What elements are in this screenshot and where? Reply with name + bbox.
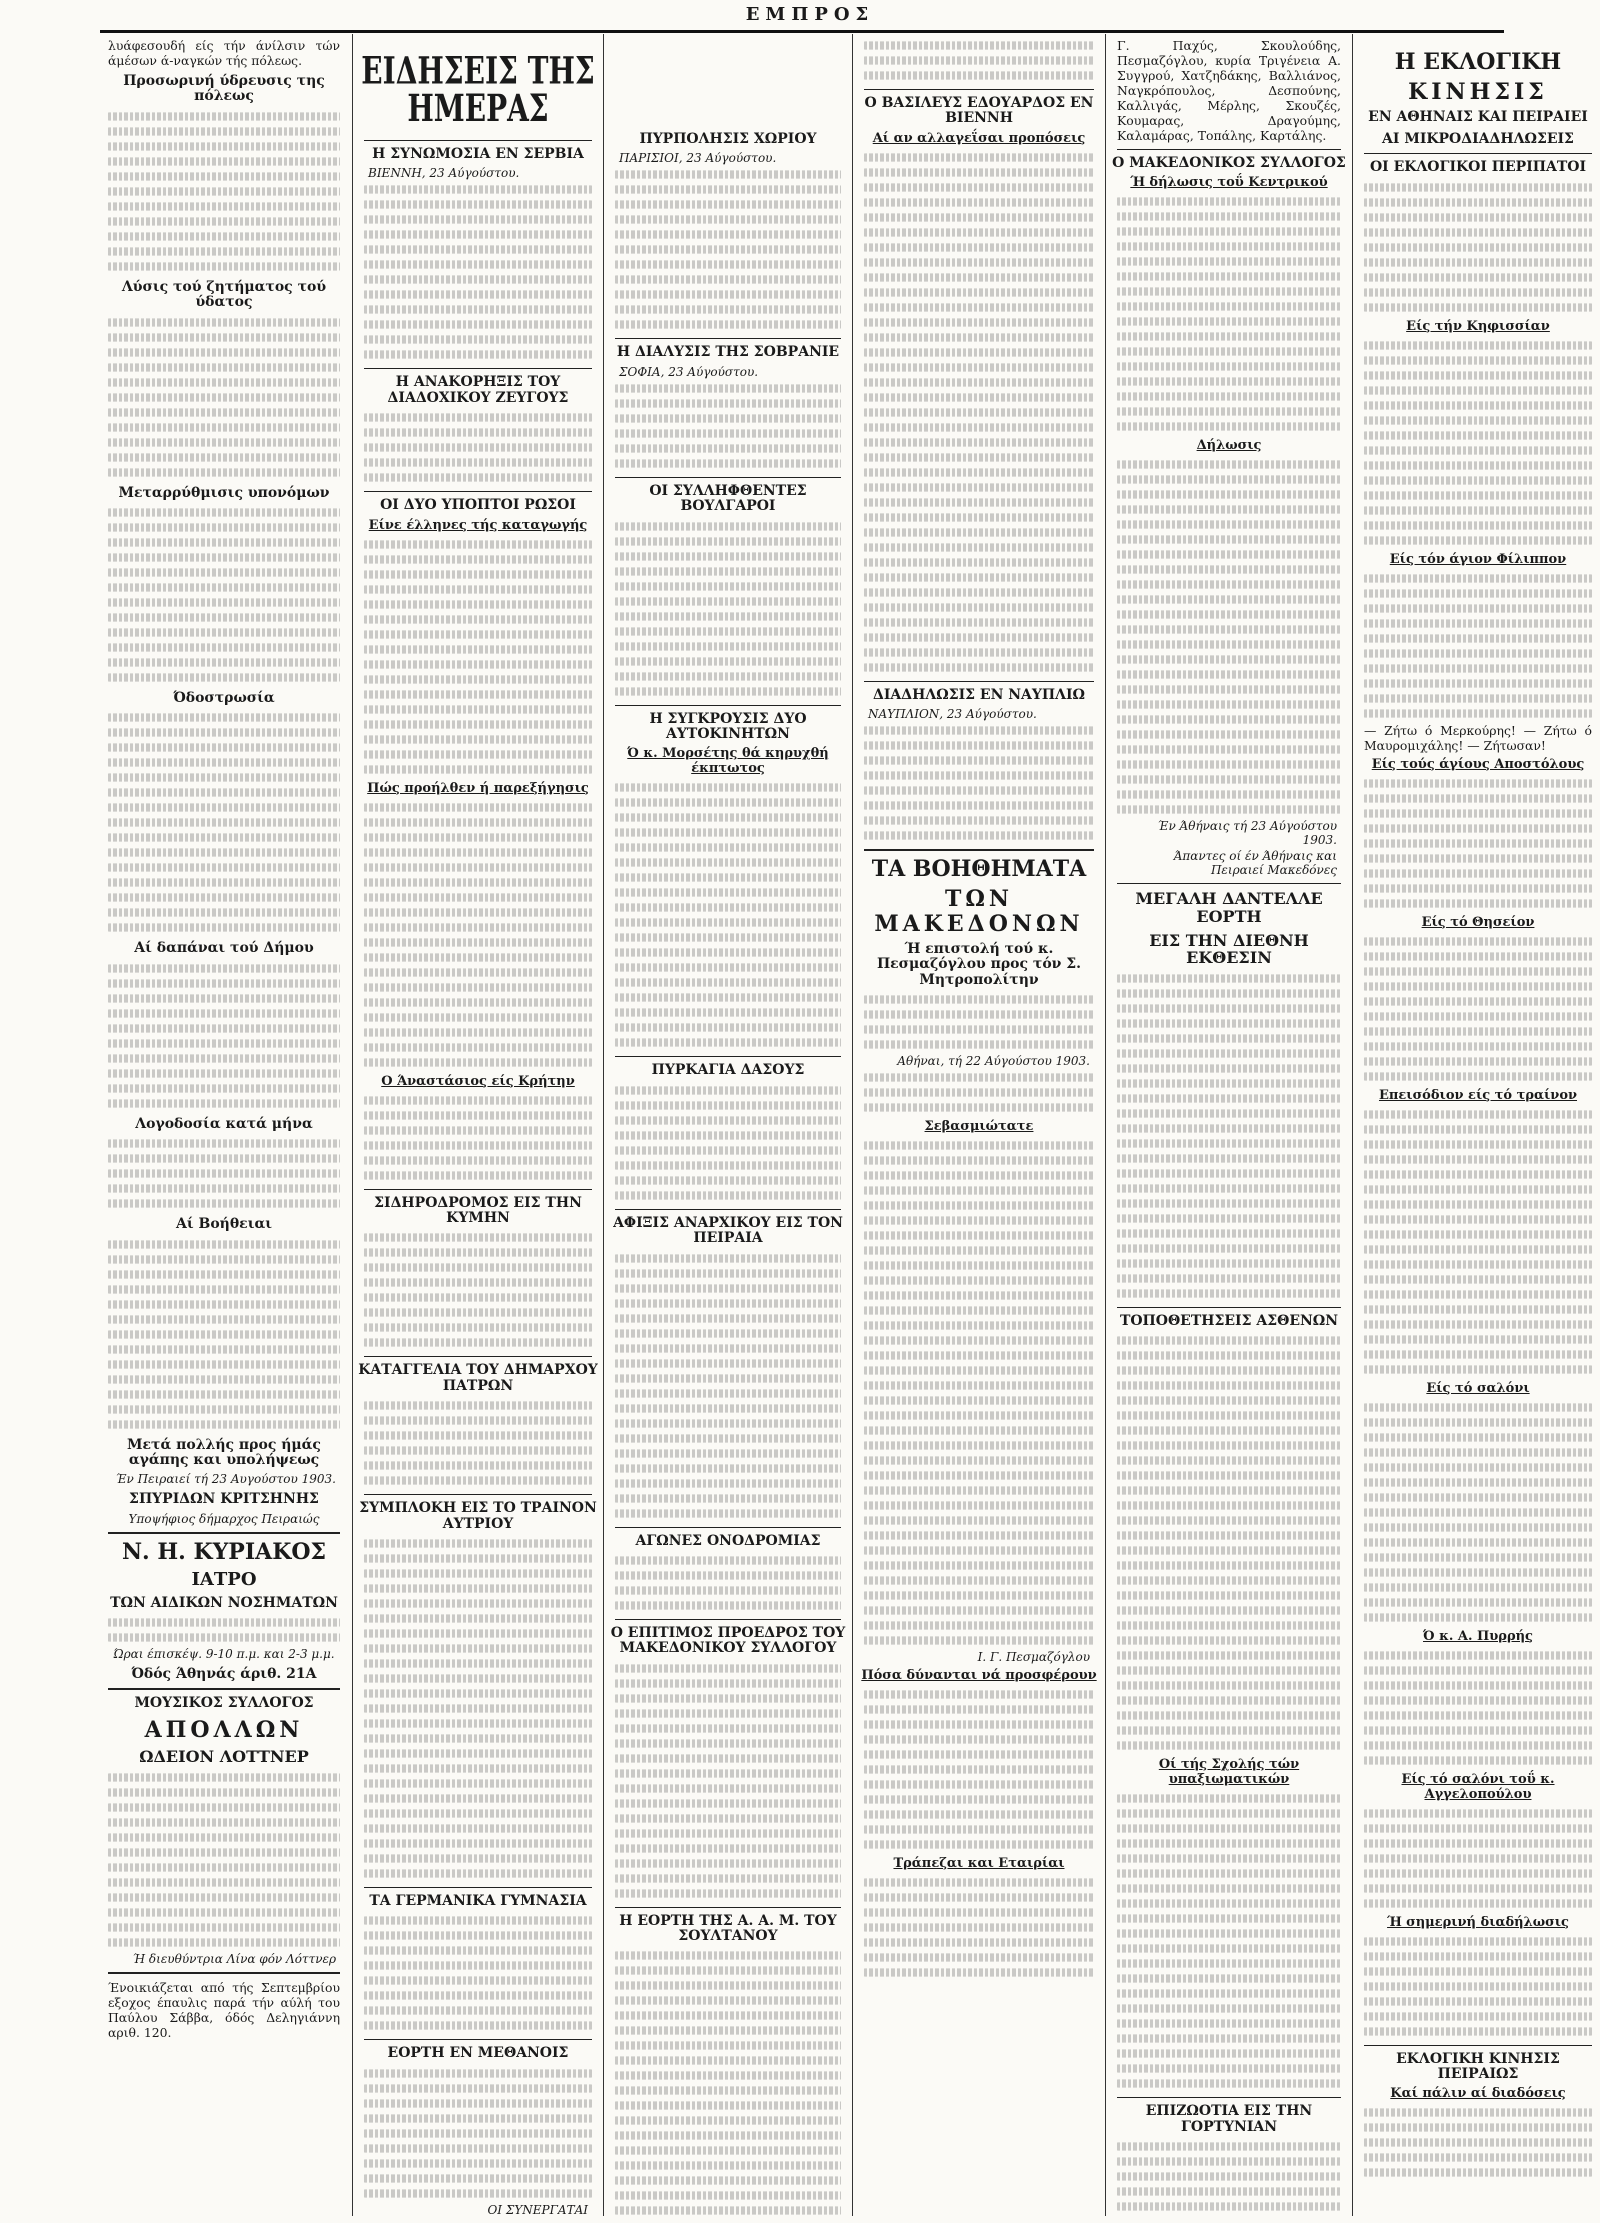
ad-name: ΑΠΟΛΛΩΝ	[144, 1716, 304, 1743]
section-heading: Λογοδοσία κατά μήνα	[135, 1115, 313, 1132]
section-title: Η ΕΚΛΟΓΙΚΗ	[1394, 49, 1562, 75]
divider	[615, 1056, 841, 1057]
dateline: Αθήναι, τή 22 Αύγούστου 1903.	[897, 1053, 1090, 1068]
column-2	[356, 36, 600, 2216]
text-block	[1364, 571, 1592, 721]
section-heading: Μετά πολλής προς ήμάς αγάπης και υπολήψεως	[127, 1436, 321, 1468]
signature-role: Υποψήφιος δήμαρχος Πειραιώς	[128, 1511, 320, 1526]
article-title: ΤΑ ΓΕΡΜΑΝΙΚΑ ΓΥΜΝΑΣΙΑ	[369, 1892, 587, 1909]
divider	[615, 705, 841, 706]
article-title: Η ΣΥΝΩΜΟΣΙΑ ΕΝ ΣΕΡΒΙΑ	[372, 146, 584, 162]
section-heading: Αί δαπάναι τού Δήμου	[134, 940, 314, 957]
text-block	[615, 1948, 841, 2216]
ad-name: Ν. Η. ΚΥΡΙΑΚΟΣ	[121, 1538, 327, 1565]
article-title: ΟΙ ΔΥΟ ΥΠΟΠΤΟΙ ΡΩΣΟΙ	[380, 497, 576, 514]
divider	[615, 1619, 841, 1620]
signature: Ι. Γ. Πεσμαζόγλου	[977, 1649, 1090, 1664]
banner-headline: ΕΙΔΗΣΕΙΣ ΤΗΣ ΗΜΕΡΑΣ	[361, 48, 595, 131]
text-block	[364, 1230, 592, 1350]
text-block	[1117, 1791, 1341, 2091]
text-block	[615, 381, 841, 471]
divider	[364, 2039, 592, 2040]
article-text: — Ζήτω ό Μερκούρης! — Ζήτω ό Μαυρομιχάλης! — Ζήτωσαν!	[1364, 722, 1592, 753]
divider	[108, 1688, 340, 1690]
text-block	[615, 1553, 841, 1613]
article-title: ΣΙΔΗΡΟΔΡΟΜΟΣ ΕΙΣ ΤΗΝ ΚΥΜΗΝ	[374, 1194, 582, 1226]
ad-title: ΙΑΤΡΟ	[191, 1568, 257, 1590]
text-block	[108, 710, 340, 935]
divider	[1117, 149, 1341, 150]
text-block	[615, 167, 841, 332]
article-title: ΕΠΙΖΩΟΤΙΑ ΕΙΣ ΤΗΝ ΓΟΡΤΥΝΙΑΝ	[1145, 2103, 1313, 2135]
divider	[108, 1532, 340, 1534]
dateline: ΒΙΕΝΝΗ, 23 Αύγούστου.	[368, 166, 520, 181]
ad-subtitle: ΤΩΝ ΑΙΔΙΚΩΝ ΝΟΣΗΜΑΤΩΝ	[110, 1594, 338, 1611]
text-block	[864, 150, 1094, 675]
section-title: ΕΚΛΟΓΙΚΗ ΚΙΝΗΣΙΣ ΠΕΙΡΑΙΩΣ	[1396, 2050, 1560, 2082]
masthead: ΕΜΠΡΟΣ	[745, 4, 875, 25]
article-title: Ο ΕΠΙΤΙΜΟΣ ΠΡΟΕΔΡΟΣ ΤΟΥ ΜΑΚΕΔΟΝΙΚΟΥ ΣΥΛΛΟΓΟΥ	[610, 1624, 846, 1657]
article-subtitle: Τράπεζαι και Εταιρίαι	[893, 1855, 1065, 1871]
text-block	[108, 961, 340, 1111]
article-title: Η ΔΙΑΛΥΣΙΣ ΤΗΣ ΣΟΒΡΑΝΙΕ	[616, 344, 840, 361]
text-block	[1117, 457, 1341, 817]
article-subtitle: Είς τό σαλόνι τοΰ κ. Αγγελοπούλου	[1401, 1771, 1555, 1802]
text-block	[364, 182, 592, 362]
text-block	[1364, 1934, 1592, 2039]
article-subtitle: Ή σημερινή διαδήλωσις	[1387, 1914, 1569, 1930]
text-block	[364, 1913, 592, 2033]
ad-hours: Ώραι έπισκέψ. 9-10 π.μ. και 2-3 μ.μ.	[113, 1647, 335, 1662]
divider	[615, 1527, 841, 1528]
section-heading: Προσωρινή ύδρευσις της πόλεως	[123, 73, 325, 105]
divider	[364, 1189, 592, 1190]
section-subtitle: ΕΝ ΑΘΗΝΑΙΣ ΚΑΙ ΠΕΙΡΑΙΕΙ	[1368, 109, 1588, 126]
article-title: Ο ΜΑΚΕΔΟΝΙΚΟΣ ΣΥΛΛΟΓΟΣ	[1112, 155, 1346, 171]
article-title: ΔΙΑΔΗΛΩΣΙΣ ΕΝ ΝΑΥΠΛΙΩ	[873, 686, 1085, 703]
dateline: Έν Πειραιεί τή 23 Αυγούστου 1903.	[115, 1472, 336, 1487]
text-block	[364, 1536, 592, 1881]
text-block	[1364, 1648, 1592, 1768]
divider	[108, 1972, 340, 1974]
article-subtitle: Πώς προήλθεν ή παρεξήγησις	[367, 780, 589, 796]
text-block	[615, 1251, 841, 1521]
divider	[1364, 2045, 1592, 2046]
ad-subtitle: ΩΔΕΙΟΝ ΛΟΤΤΝΕΡ	[139, 1747, 309, 1767]
text-block	[864, 723, 1094, 843]
top-rule	[100, 30, 1504, 33]
divider	[864, 681, 1094, 682]
section-title: ΚΙΝΗΣΙΣ	[1408, 79, 1548, 106]
text-block	[1364, 934, 1592, 1084]
ad-address: Όδός Άθηνάς άριθ. 21Α	[131, 1666, 317, 1683]
text-block	[1117, 1333, 1341, 1753]
divider	[364, 1494, 592, 1495]
article-subtitle: Οί τής Σχολής τών υπαξιωματικών	[1158, 1757, 1300, 1788]
column-divider	[352, 34, 353, 2216]
text-block	[864, 38, 1094, 83]
column-divider	[1352, 34, 1353, 2216]
article-subtitle: Επεισόδιον είς τό τραίνον	[1378, 1087, 1578, 1103]
section-heading: Μεταρρύθμισις υπονόμων	[118, 484, 330, 501]
divider	[1117, 2097, 1341, 2098]
article-subtitle: Ή επιστολή τού κ. Πεσμαζόγλου προς τόν Σ. Μητροπολίτην	[876, 940, 1082, 988]
section-title: ΤΩΝ ΜΑΚΕΔΟΝΩΝ	[874, 886, 1084, 937]
text-block	[864, 1070, 1094, 1115]
divider	[364, 491, 592, 492]
article-title: ΕΙΣ ΤΗΝ ΔΙΕΘΝΗ ΕΚΘΕΣΙΝ	[1149, 930, 1309, 968]
signature: ΣΠΥΡΙΔΩΝ ΚΡΙΤΣΗΝΗΣ	[129, 1491, 319, 1508]
dateline: ΠΑΡΙΣΙΟΙ, 23 Αύγούστου.	[619, 151, 777, 166]
divider	[364, 1356, 592, 1357]
article-subtitle: Είς τούς άγίους Αποστόλους	[1371, 756, 1585, 772]
text-block	[1364, 776, 1592, 911]
divider	[364, 1887, 592, 1888]
column-divider	[603, 34, 604, 2216]
divider	[864, 89, 1094, 90]
article-subtitle: Δήλωσις	[1196, 438, 1262, 454]
dateline: ΝΑΥΠΛΙΟΝ, 23 Αύγούστου.	[868, 707, 1037, 722]
text-block	[364, 410, 592, 485]
article-subtitle: Είς τόν άγιον Φίλιππον	[1389, 551, 1567, 567]
dateline: Έν Άθήναις τή 23 Αύγούστου 1903.	[1157, 819, 1337, 848]
text-block	[1364, 338, 1592, 548]
column-divider	[852, 34, 853, 2216]
divider	[615, 1907, 841, 1908]
article-text: λυάφεσουδή είς τήν άνίλσιν τών άμέσων ά-ναγκών τής πόλεως.	[108, 38, 340, 68]
article-subtitle: Ό κ. Μορσέτης θά κηρυχθή έκπτωτος	[627, 746, 829, 777]
column-6	[1356, 36, 1600, 2216]
article-title: ΜΕΓΑΛΗ ΔΑΝΤΕΛΛΕ ΕΟΡΤΗ	[1135, 889, 1323, 926]
text-block	[364, 2066, 592, 2201]
article-subtitle: Αί αν αλλαγεΐσαι προπόσεις	[872, 130, 1086, 146]
text-block	[108, 315, 340, 480]
text-block	[1364, 1107, 1592, 1377]
divider	[864, 849, 1094, 851]
text-block	[1364, 1806, 1592, 1911]
article-subtitle: Είς τό σαλόνι	[1426, 1380, 1530, 1396]
text-block	[864, 1687, 1094, 1852]
article-subtitle: Είνε έλληνες τής καταγωγής	[368, 517, 588, 533]
divider	[615, 338, 841, 339]
text-block	[1364, 2105, 1592, 2180]
column-4	[856, 36, 1102, 2216]
ad-superscript: ΜΟΥΣΙΚΟΣ ΣΥΛΛΟΓΟΣ	[134, 1695, 314, 1712]
column-3	[607, 36, 849, 2216]
article-title: Ο ΒΑΣΙΛΕΥΣ ΕΔΟΥΑΡΔΟΣ ΕΝ ΒΙΕΝΝΗ	[864, 95, 1094, 127]
text-block	[108, 1136, 340, 1211]
divider	[1117, 883, 1341, 884]
text-block	[864, 992, 1094, 1052]
article-title: ΠΥΡΠΟΛΗΣΙΣ ΧΩΡΙΟΥ	[639, 131, 817, 147]
text-block	[108, 1615, 340, 1645]
divider	[364, 368, 592, 369]
divider	[615, 1209, 841, 1210]
section-subtitle: ΑΙ ΜΙΚΡΟΔΙΑΔΗΛΩΣΕΙΣ	[1382, 130, 1574, 147]
banner-spacer	[607, 36, 849, 126]
dateline: ΣΟΦΙΑ, 23 Αύγούστου.	[619, 364, 759, 379]
text-block	[108, 1770, 340, 1950]
article-title: ΕΟΡΤΗ ΕΝ ΜΕΘΑΝΟΙΣ	[387, 2045, 569, 2062]
article-title: ΑΓΩΝΕΣ ΟΝΟΔΡΟΜΙΑΣ	[635, 1532, 821, 1549]
article-title: ΑΦΙΞΙΣ ΑΝΑΡΧΙΚΟΥ ΕΙΣ ΤΟΝ ΠΕΙΡΑΙΑ	[613, 1214, 843, 1247]
text-block	[108, 505, 340, 685]
text-block	[108, 109, 340, 274]
divider	[1117, 1307, 1341, 1308]
column-divider	[1105, 34, 1106, 2216]
article-subtitle: Ή δήλωσις τοΰ Κεντρικού	[1130, 175, 1328, 191]
article-subtitle: Καί πάλιν αί διαδόσεις	[1390, 2086, 1566, 2102]
article-title: ΟΙ ΣΥΛΛΗΦΘΕΝΤΕΣ ΒΟΥΛΓΑΡΟΙ	[649, 482, 807, 515]
notice-text: Ένοικιάζεται από τής Σεπτεμβρίου εξοχος έπαυλις παρά τήν αύλή του Παύλου Σάββα, όδός Δεληγιάννη αριθ. 120.	[108, 1979, 340, 2040]
text-block	[364, 800, 592, 1070]
column-1	[100, 36, 348, 2216]
section-title: ΤΑ ΒΟΗΘΗΜΑΤΑ	[871, 856, 1087, 883]
text-block	[864, 1138, 1094, 1648]
divider	[615, 477, 841, 478]
divider	[364, 140, 592, 141]
text-block	[364, 537, 592, 777]
text-block	[108, 1237, 340, 1432]
article-title: Η ΑΝΑΚΟΡΗΞΙΣ ΤΟΥ ΔΙΑΔΟΧΙΚΟΥ ΖΕΥΓΟΥΣ	[387, 374, 569, 406]
section-subtitle: ΟΙ ΕΚΛΟΓΙΚΟΙ ΠΕΡΙΠΑΤΟΙ	[1369, 159, 1586, 176]
article-subtitle: Είς τό Θησείον	[1421, 914, 1535, 930]
text-block	[364, 1398, 592, 1488]
section-heading: Λύσις τού ζητήματος τού ύδατος	[121, 278, 327, 311]
text-block	[1364, 180, 1592, 315]
text-block	[1364, 1400, 1592, 1625]
article-subtitle: Ο Άναστάσιος είς Κρήτην	[381, 1073, 575, 1089]
section-heading: Αί Βοήθειαι	[175, 1216, 273, 1233]
divider	[1364, 153, 1592, 154]
text-block	[1117, 971, 1341, 1301]
text-block	[615, 1661, 841, 1901]
article-subtitle: Ό κ. Α. Πυρρής	[1423, 1628, 1533, 1644]
signature: Άπαντες οί έν Άθήναις και Πειραιεί Μακεδόνες	[1173, 849, 1337, 878]
text-block	[1117, 2139, 1341, 2216]
article-title: Η ΕΟΡΤΗ ΤΗΣ Α. Α. Μ. ΤΟΥ ΣΟΥΛΤΑΝΟΥ	[619, 1912, 837, 1945]
section-heading: Όδοστρωσία	[173, 689, 275, 706]
article-title: ΚΑΤΑΓΓΕΛΙΑ ΤΟΥ ΔΗΜΑΡΧΟΥ ΠΑΤΡΩΝ	[358, 1362, 598, 1394]
text-block	[615, 780, 841, 1050]
article-title: Η ΣΥΓΚΡΟΥΣΙΣ ΔΥΟ ΑΥΤΟΚΙΝΗΤΩΝ	[649, 710, 807, 742]
article-subtitle: Πόσα δύνανται νά προσφέρουν	[861, 1667, 1097, 1683]
article-title: ΠΥΡΚΑΓΙΑ ΔΑΣΟΥΣ	[651, 1062, 805, 1079]
column-5	[1109, 36, 1349, 2216]
article-subtitle: Είς τήν Κηφισσίαν	[1406, 318, 1550, 334]
signature: ΟΙ ΣΥΝΕΡΓΑΤΑΙ	[487, 2202, 588, 2216]
text-block	[615, 519, 841, 699]
signature: Ή διευθύντρια Λίνα φόν Λόττνερ	[132, 1951, 336, 1966]
text-block	[864, 1875, 1094, 1980]
article-subtitle: Σεβασμιώτατε	[924, 1118, 1034, 1134]
article-title: ΤΟΠΟΘΕΤΗΣΕΙΣ ΑΣΘΕΝΩΝ	[1119, 1312, 1339, 1329]
article-title: ΣΥΜΠΛΟΚΗ ΕΙΣ ΤΟ ΤΡΑΙΝΟΝ ΑΥΤΡΙΟΥ	[359, 1500, 597, 1532]
text-block	[1117, 194, 1341, 434]
text-block	[615, 1083, 841, 1203]
article-text: Γ. Παχύς, Σκουλούδης, Πεσμαζόγλου, κυρία Τριγένεια Α. Συγγρού, Χατζηδάκης, Βαλλιάνος, Ναγκρόπουλος, Δεσπούνης, Καλλιγάς, Μέρλης, Σκουζές, Κουμαρας, Δραγούμης, Καλαμάρας, Τοπάλης, Καρτάλης.	[1117, 38, 1341, 143]
text-block	[364, 1093, 592, 1183]
